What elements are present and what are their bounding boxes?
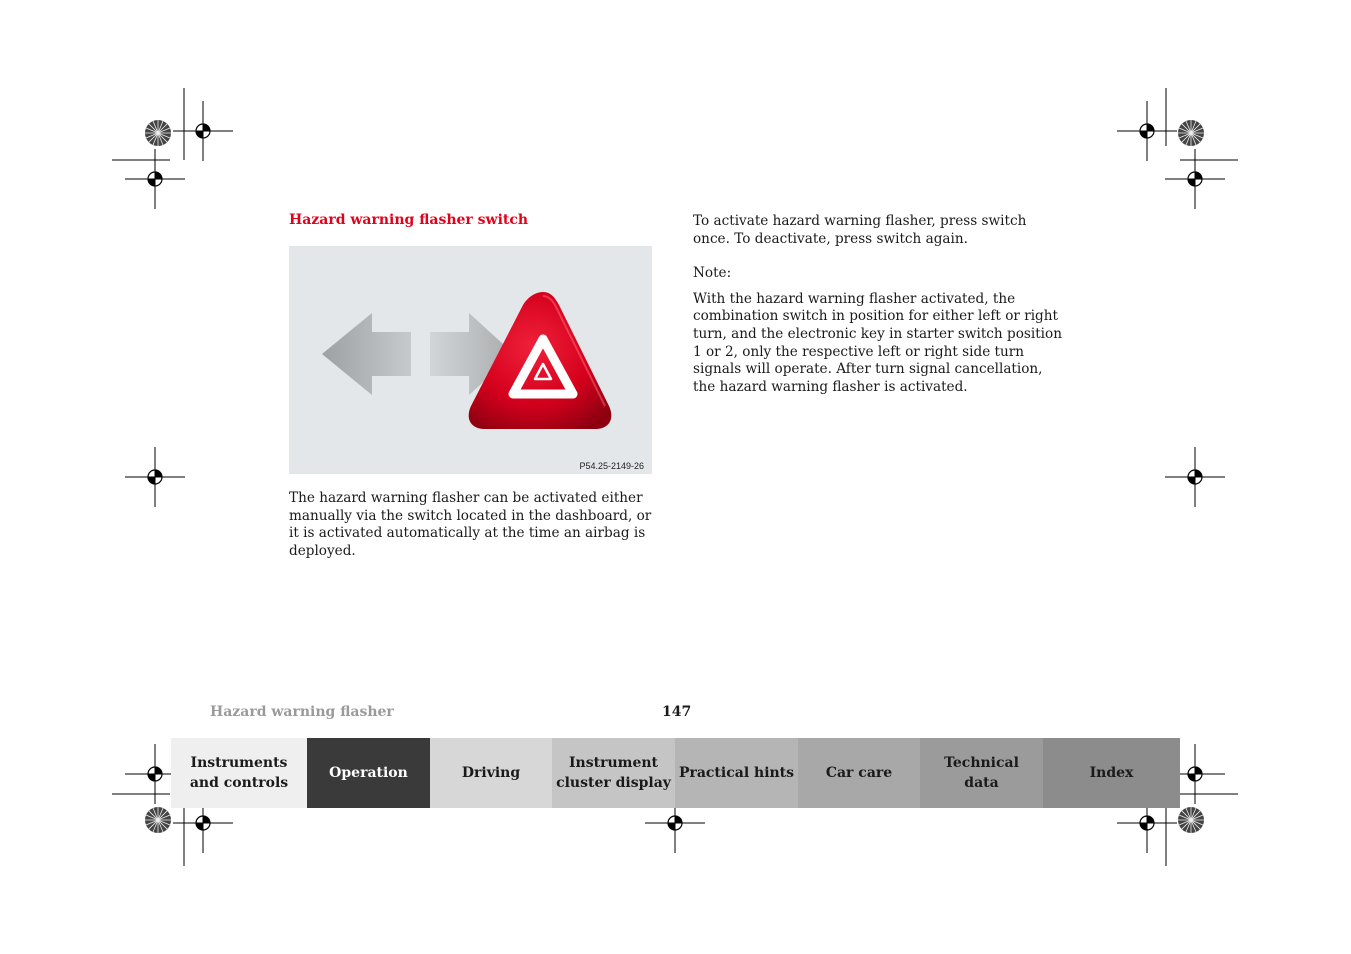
section-title: Hazard warning flasher switch [289,212,529,228]
footer-section-title: Hazard warning flasher [210,704,394,720]
nav-tab-car-care[interactable]: Car care [798,738,920,808]
activation-paragraph: To activate hazard warning flasher, press switch once. To deactivate, press switch again. [693,213,1027,247]
nav-tab-operation[interactable]: Operation [307,738,430,808]
note-paragraph: With the hazard warning flasher activated, the combination switch in position for either left or right turn, and the electronic key in starter switch position 1 or 2, only the respective left or right side turn signals will operate. After turn signal cancellation, the hazard warning flasher is activated. [693,290,1062,395]
nav-tab-practical-hints[interactable]: Practical hints [675,738,798,808]
page-number: 147 [662,704,692,720]
figure-code: P54.25-2149-26 [579,461,644,471]
left-arrow-icon [322,313,411,395]
hazard-switch-figure [289,246,652,474]
right-column [693,213,1063,396]
note-label: Note: [693,265,732,282]
nav-tab-technical-data[interactable]: Technical data [920,738,1043,808]
nav-tab-instrument-cluster-display[interactable]: Instrument cluster display [552,738,675,808]
hazard-switch-illustration [289,246,652,474]
intro-paragraph: The hazard warning flasher can be activated either manually via the switch located in the dashboard, or it is activated automatically at the time an airbag is deployed. [289,490,652,559]
nav-tab-index[interactable]: Index [1043,738,1180,808]
nav-tab-instruments-and-controls[interactable]: Instruments and controls [171,738,307,808]
chapter-navigation [171,738,1180,808]
nav-tab-driving[interactable]: Driving [430,738,552,808]
